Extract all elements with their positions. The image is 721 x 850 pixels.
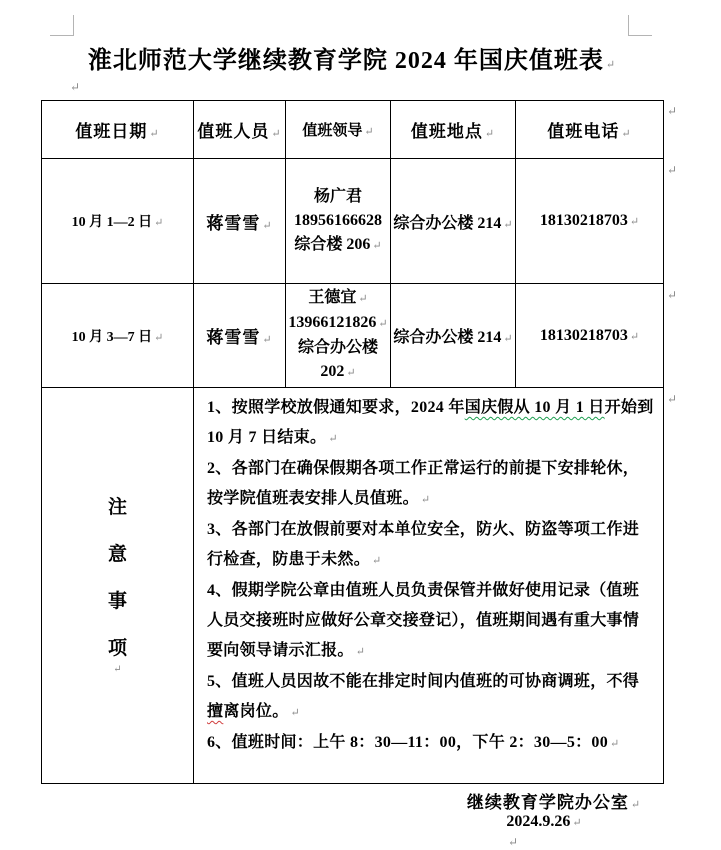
paragraph-mark-icon: ↵ — [572, 817, 582, 829]
note-text: 6、值班时间：上午 8：30—11：00，下午 2：30—5：00 — [207, 734, 609, 751]
note-text: 2、各部门在确保假期各项工作正常运行的前提下安排轮休，按学院值班表安排人员值班。 — [207, 460, 640, 507]
note-text: 开始到 10 月 7 日结束。 — [207, 399, 654, 446]
leader-line: 综合办公楼 — [297, 339, 378, 356]
duty-phone-cell: 18130218703 ↵ — [516, 159, 664, 284]
duty-date-cell: 10 月 3—7 日 ↵ — [42, 284, 194, 388]
paragraph-mark-icon: ↵ — [630, 799, 642, 811]
duty-location-cell: 综合办公楼 214 ↵ — [391, 284, 516, 388]
duty-leader-cell — [286, 284, 391, 388]
paragraph-mark-icon: ↵ — [629, 330, 640, 343]
note-text: 3、各部门在放假前要对本单位安全，防火、防盗等项工作进行检查，防患于未然。 — [207, 521, 640, 568]
paragraph-mark-icon: ↵ — [271, 128, 282, 140]
paragraph-mark-icon: ↵ — [262, 219, 273, 232]
paragraph-mark-icon: ↵ — [508, 835, 519, 849]
side-label — [42, 498, 193, 674]
leader-line: 王德宜 ↵ — [308, 289, 368, 306]
note-paragraph — [207, 728, 655, 759]
notes-list — [207, 393, 655, 759]
paragraph-mark-icon: ↵ — [113, 663, 122, 675]
paragraph-mark-icon: ↵ — [503, 218, 513, 231]
table-header-row — [42, 101, 664, 159]
paragraph-mark-icon: ↵ — [346, 367, 356, 379]
note-paragraph — [207, 393, 655, 454]
paragraph-mark-icon: ↵ — [149, 128, 160, 140]
row-end-mark-icon: ↵ — [667, 288, 678, 302]
paragraph-mark-icon: ↵ — [358, 293, 368, 305]
header-duty-date: 值班日期 ↵ — [42, 101, 194, 159]
leader-line: 18956166628 — [294, 211, 382, 229]
spelling-squiggle-text: 擅 — [207, 703, 224, 720]
note-text: 5、值班人员因故不能在排定时间内值班的可协商调班，不得 — [207, 673, 640, 690]
header-duty-leader: 值班领导 ↵ — [286, 101, 391, 159]
row-end-mark-icon: ↵ — [667, 163, 678, 177]
note-paragraph — [207, 667, 655, 728]
notes-row — [42, 388, 664, 784]
note-text: 1、按照学校放假通知要求，2024 年 — [207, 399, 465, 416]
table-row — [42, 284, 664, 388]
footer-office: 继续教育学院办公室 ↵ — [466, 793, 642, 812]
page-title-text: 淮北师范大学继续教育学院 2024 年国庆值班表 — [87, 48, 604, 74]
row-end-mark-icon: ↵ — [667, 104, 678, 118]
paragraph-mark-icon: ↵ — [629, 216, 640, 228]
margin-crop-mark-top-left — [50, 15, 74, 36]
table-row — [42, 159, 664, 284]
paragraph-mark-icon: ↵ — [372, 239, 382, 252]
paragraph-mark-icon: ↵ — [364, 126, 374, 138]
paragraph-mark-icon: ↵ — [605, 59, 617, 71]
duty-date-cell: 10 月 1—2 日 ↵ — [42, 159, 194, 284]
grammar-squiggle-text: 国庆假从 10 月 1 日 — [464, 399, 605, 416]
side-label-char: 注 — [107, 496, 127, 518]
note-paragraph — [207, 454, 655, 515]
duty-person-cell: 蒋雪雪 ↵ — [194, 284, 286, 388]
paragraph-mark-icon: ↵ — [372, 555, 382, 567]
paragraph-mark-icon: ↵ — [484, 128, 496, 140]
duty-leader-cell — [286, 159, 391, 284]
side-label-char: 项 — [107, 637, 127, 659]
paragraph-mark-icon: ↵ — [420, 494, 431, 506]
leader-line: 13966121826 ↵ — [288, 314, 388, 331]
footer-date: 2024.9.26 ↵ — [506, 813, 582, 830]
paragraph-mark-icon: ↵ — [154, 217, 164, 229]
paragraph-mark-icon: ↵ — [378, 318, 388, 330]
row-end-mark-icon: ↵ — [667, 392, 678, 406]
note-paragraph — [207, 515, 655, 576]
paragraph-mark-icon: ↵ — [154, 331, 164, 344]
paragraph-mark-icon: ↵ — [262, 334, 273, 346]
paragraph-mark-icon: ↵ — [290, 707, 301, 719]
side-label-char: 事 — [107, 590, 127, 612]
notes-side-cell — [42, 388, 194, 784]
header-duty-person: 值班人员 ↵ — [194, 101, 286, 159]
note-text: 离岗位。 — [223, 703, 289, 720]
header-duty-phone: 值班电话 ↵ — [516, 101, 664, 159]
notes-content-cell — [194, 388, 664, 784]
note-text: 4、假期学院公章由值班人员负责保管并做好使用记录（值班人员交接班时应做好公章交接登记），值班期间遇有重大事情要向领导请示汇报。 — [207, 582, 640, 659]
leader-line: 202 ↵ — [320, 363, 356, 380]
paragraph-mark-icon: ↵ — [355, 646, 366, 658]
paragraph-mark-icon: ↵ — [328, 433, 338, 445]
paragraph-mark-icon: ↵ — [70, 80, 81, 94]
page-title — [41, 40, 663, 75]
duty-location-cell: 综合办公楼 214 ↵ — [391, 159, 516, 284]
side-label-char: 意 — [107, 543, 127, 565]
paragraph-mark-icon: ↵ — [503, 333, 513, 345]
paragraph-mark-icon: ↵ — [610, 738, 620, 750]
note-paragraph — [207, 576, 655, 667]
duty-person-cell: 蒋雪雪 ↵ — [194, 159, 286, 284]
duty-roster-table — [41, 100, 664, 784]
paragraph-mark-icon: ↵ — [621, 128, 632, 140]
margin-crop-mark-top-right — [628, 15, 652, 36]
duty-phone-cell: 18130218703 ↵ — [516, 284, 664, 388]
header-duty-location: 值班地点 ↵ — [391, 101, 516, 159]
leader-line: 综合楼 206 ↵ — [294, 235, 382, 253]
leader-line: 杨广君 — [313, 187, 362, 205]
